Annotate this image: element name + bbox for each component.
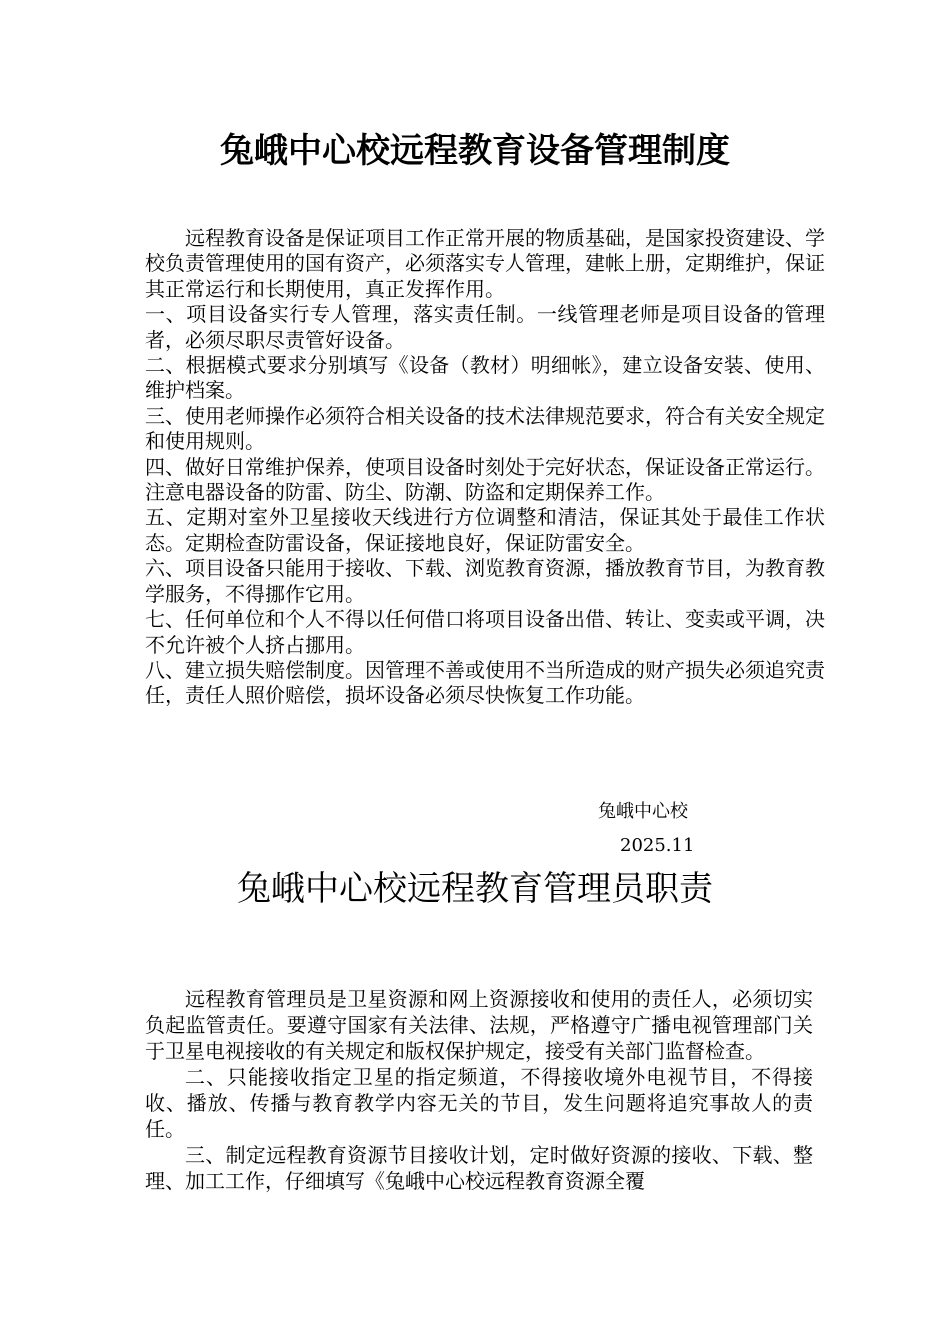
intro-paragraph: 远程教育设备是保证项目工作正常开展的物质基础，是国家投资建设、学校负责管理使用的国有资产，必须落实专人管理，建帐上册，定期维护，保证其正常运行和长期使用，真正发挥作用。 — [145, 226, 825, 301]
rule-item: 一、项目设备实行专人管理，落实责任制。一线管理老师是项目设备的管理者，必须尽职尽责管好设备。 — [145, 302, 825, 352]
rule-item: 七、任何单位和个人不得以任何借口将项目设备出借、转让、变卖或平调，决不允许被个人挤占挪用。 — [145, 607, 825, 657]
signature-organization: 兔峨中心校 — [598, 801, 688, 822]
administrator-duties-body — [145, 986, 813, 1194]
duty-paragraph: 二、只能接收指定卫星的指定频道，不得接收境外电视节目，不得接收、播放、传播与教育教学内容无关的节目，发生问题将追究事故人的责任。 — [145, 1065, 813, 1141]
duty-paragraph: 远程教育管理员是卫星资源和网上资源接收和使用的责任人，必须切实负起监管责任。要遵守国家有关法律、法规，严格遵守广播电视管理部门关于卫星电视接收的有关规定和版权保护规定，接受有关部门监督检查。 — [145, 987, 813, 1063]
document-title-administrator-duties: 兔峨中心校远程教育管理员职责 — [237, 869, 713, 909]
signature-date: 2025.11 — [620, 835, 695, 856]
rule-item: 六、项目设备只能用于接收、下载、浏览教育资源，播放教育节目，为教育教学服务，不得挪作它用。 — [145, 556, 825, 606]
document-title-equipment-rules: 兔峨中心校远程教育设备管理制度 — [220, 131, 730, 171]
rule-item: 四、做好日常维护保养，使项目设备时刻处于完好状态，保证设备正常运行。注意电器设备的防雷、防尘、防潮、防盗和定期保养工作。 — [145, 454, 825, 505]
rule-item: 二、根据模式要求分别填写《设备（教材）明细帐》，建立设备安装、使用、维护档案。 — [145, 353, 825, 403]
rule-item: 五、定期对室外卫星接收天线进行方位调整和清洁，保证其处于最佳工作状态。定期检查防雷设备，保证接地良好，保证防雷安全。 — [145, 505, 825, 555]
equipment-rules-body — [145, 226, 825, 709]
rule-item: 三、使用老师操作必须符合相关设备的技术法律规范要求，符合有关安全规定和使用规则。 — [145, 403, 825, 454]
rule-item: 八、建立损失赔偿制度。因管理不善或使用不当所造成的财产损失必须追究责任，责任人照价赔偿，损坏设备必须尽快恢复工作功能。 — [145, 657, 825, 708]
duty-paragraph: 三、制定远程教育资源节目接收计划，定时做好资源的接收、下载、整理、加工工作，仔细填写《兔峨中心校远程教育资源全覆 — [145, 1143, 813, 1193]
